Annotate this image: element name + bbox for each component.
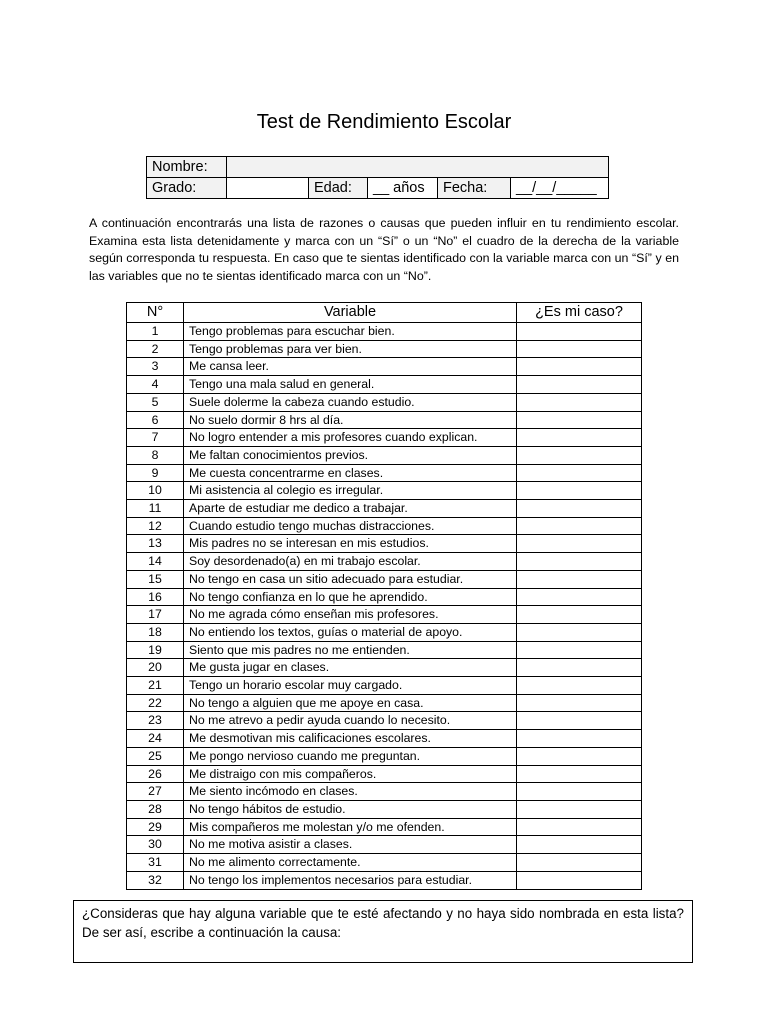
- row-number: 31: [127, 854, 184, 872]
- table-row: [127, 641, 642, 659]
- table-row: [127, 323, 642, 341]
- row-number: 19: [127, 641, 184, 659]
- answer-cell[interactable]: [517, 800, 642, 818]
- row-variable: Me siento incómodo en clases.: [184, 783, 517, 801]
- table-row: [127, 836, 642, 854]
- table-row: [127, 358, 642, 376]
- row-number: 13: [127, 535, 184, 553]
- row-number: 9: [127, 464, 184, 482]
- row-variable: Tengo problemas para ver bien.: [184, 340, 517, 358]
- table-row: [127, 871, 642, 889]
- answer-cell[interactable]: [517, 783, 642, 801]
- answer-cell[interactable]: [517, 871, 642, 889]
- answer-cell[interactable]: [517, 747, 642, 765]
- row-number: 24: [127, 730, 184, 748]
- table-row: [127, 606, 642, 624]
- answer-cell[interactable]: [517, 464, 642, 482]
- answer-cell[interactable]: [517, 393, 642, 411]
- answer-cell[interactable]: [517, 570, 642, 588]
- row-variable: No suelo dormir 8 hrs al día.: [184, 411, 517, 429]
- row-number: 7: [127, 429, 184, 447]
- row-variable: Me cansa leer.: [184, 358, 517, 376]
- nombre-field[interactable]: [227, 157, 609, 178]
- row-variable: Tengo un horario escolar muy cargado.: [184, 677, 517, 695]
- answer-cell[interactable]: [517, 623, 642, 641]
- header-variable: Variable: [184, 303, 517, 323]
- row-number: 18: [127, 623, 184, 641]
- edad-label: Edad:: [309, 178, 368, 199]
- row-variable: Mis padres no se interesan en mis estudios.: [184, 535, 517, 553]
- header-es-mi-caso: ¿Es mi caso?: [517, 303, 642, 323]
- answer-cell[interactable]: [517, 641, 642, 659]
- row-variable: No me agrada cómo enseñan mis profesores.: [184, 606, 517, 624]
- row-number: 21: [127, 677, 184, 695]
- row-variable: Me gusta jugar en clases.: [184, 659, 517, 677]
- answer-cell[interactable]: [517, 606, 642, 624]
- answer-cell[interactable]: [517, 818, 642, 836]
- row-number: 30: [127, 836, 184, 854]
- row-variable: Mi asistencia al colegio es irregular.: [184, 482, 517, 500]
- table-row: [127, 854, 642, 872]
- row-variable: No tengo confianza en lo que he aprendido.: [184, 588, 517, 606]
- answer-cell[interactable]: [517, 535, 642, 553]
- row-variable: Me pongo nervioso cuando me preguntan.: [184, 747, 517, 765]
- row-variable: Me distraigo con mis compañeros.: [184, 765, 517, 783]
- answer-cell[interactable]: [517, 323, 642, 341]
- answer-cell[interactable]: [517, 765, 642, 783]
- row-variable: No tengo hábitos de estudio.: [184, 800, 517, 818]
- table-row: [127, 783, 642, 801]
- table-row: [127, 393, 642, 411]
- table-row: [127, 464, 642, 482]
- row-variable: Suele dolerme la cabeza cuando estudio.: [184, 393, 517, 411]
- row-number: 3: [127, 358, 184, 376]
- row-number: 2: [127, 340, 184, 358]
- answer-cell[interactable]: [517, 588, 642, 606]
- answer-cell[interactable]: [517, 836, 642, 854]
- student-info-table: [146, 156, 609, 199]
- fecha-field[interactable]: __/__/_____: [511, 178, 609, 199]
- row-number: 32: [127, 871, 184, 889]
- table-row: [127, 712, 642, 730]
- row-variable: No entiendo los textos, guías o material de apoyo.: [184, 623, 517, 641]
- grado-field[interactable]: [227, 178, 309, 199]
- nombre-label: Nombre:: [147, 157, 227, 178]
- answer-cell[interactable]: [517, 482, 642, 500]
- row-number: 25: [127, 747, 184, 765]
- row-number: 17: [127, 606, 184, 624]
- additional-cause-box[interactable]: [73, 900, 693, 963]
- table-row: [127, 340, 642, 358]
- fecha-label: Fecha:: [438, 178, 511, 199]
- row-number: 26: [127, 765, 184, 783]
- row-number: 10: [127, 482, 184, 500]
- table-row: [127, 730, 642, 748]
- answer-cell[interactable]: [517, 694, 642, 712]
- answer-cell[interactable]: [517, 500, 642, 518]
- row-number: 23: [127, 712, 184, 730]
- answer-cell[interactable]: [517, 553, 642, 571]
- answer-cell[interactable]: [517, 340, 642, 358]
- row-number: 11: [127, 500, 184, 518]
- table-row: [127, 376, 642, 394]
- row-number: 28: [127, 800, 184, 818]
- answer-cell[interactable]: [517, 517, 642, 535]
- row-variable: Siento que mis padres no me entienden.: [184, 641, 517, 659]
- answer-cell[interactable]: [517, 677, 642, 695]
- row-variable: Tengo problemas para escuchar bien.: [184, 323, 517, 341]
- table-row: [127, 500, 642, 518]
- table-row: [127, 800, 642, 818]
- row-number: 1: [127, 323, 184, 341]
- row-variable: Aparte de estudiar me dedico a trabajar.: [184, 500, 517, 518]
- row-number: 5: [127, 393, 184, 411]
- row-variable: No tengo los implementos necesarios para estudiar.: [184, 871, 517, 889]
- row-variable: No tengo a alguien que me apoye en casa.: [184, 694, 517, 712]
- answer-cell[interactable]: [517, 358, 642, 376]
- table-row: [127, 623, 642, 641]
- row-number: 20: [127, 659, 184, 677]
- table-row: [127, 765, 642, 783]
- answer-cell[interactable]: [517, 429, 642, 447]
- edad-field[interactable]: __ años: [368, 178, 438, 199]
- table-row: [127, 411, 642, 429]
- row-number: 14: [127, 553, 184, 571]
- answer-cell[interactable]: [517, 854, 642, 872]
- row-number: 22: [127, 694, 184, 712]
- answer-cell[interactable]: [517, 659, 642, 677]
- answer-cell[interactable]: [517, 730, 642, 748]
- row-variable: No tengo en casa un sitio adecuado para estudiar.: [184, 570, 517, 588]
- row-number: 6: [127, 411, 184, 429]
- header-number: N°: [127, 303, 184, 323]
- table-row: [127, 677, 642, 695]
- table-row: [127, 747, 642, 765]
- table-row: [127, 517, 642, 535]
- row-variable: No me atrevo a pedir ayuda cuando lo necesito.: [184, 712, 517, 730]
- row-variable: Cuando estudio tengo muchas distracciones.: [184, 517, 517, 535]
- table-row: [127, 818, 642, 836]
- row-variable: No logro entender a mis profesores cuando explican.: [184, 429, 517, 447]
- row-number: 16: [127, 588, 184, 606]
- table-row: [127, 570, 642, 588]
- additional-cause-question: ¿Consideras que hay alguna variable que te esté afectando y no haya sido nombrada en esta lista? De ser así, escribe a continuación la causa:: [82, 906, 684, 940]
- table-header-row: [127, 303, 642, 323]
- instructions-paragraph: A continuación encontrarás una lista de razones o causas que pueden influir en tu rendimiento escolar. Examina esta lista detenidamente y marca con un “Sí” o un “No” el cuadro de la derecha de la variable según corresponda tu respuesta. En caso que te sientas identificado con la variable marca con un “Sí” y en las variables que no te sientas identificado marca con un “No”.: [89, 216, 679, 283]
- table-row: [127, 482, 642, 500]
- variables-table: [126, 302, 642, 890]
- row-number: 12: [127, 517, 184, 535]
- row-variable: No me motiva asistir a clases.: [184, 836, 517, 854]
- answer-cell[interactable]: [517, 376, 642, 394]
- page-title: Test de Rendimiento Escolar: [256, 111, 512, 133]
- row-variable: Me cuesta concentrarme en clases.: [184, 464, 517, 482]
- table-row: [127, 659, 642, 677]
- row-variable: Tengo una mala salud en general.: [184, 376, 517, 394]
- row-variable: Me desmotivan mis calificaciones escolares.: [184, 730, 517, 748]
- answer-cell[interactable]: [517, 712, 642, 730]
- row-variable: Mis compañeros me molestan y/o me ofenden.: [184, 818, 517, 836]
- table-row: [127, 694, 642, 712]
- row-number: 29: [127, 818, 184, 836]
- answer-cell[interactable]: [517, 411, 642, 429]
- row-variable: No me alimento correctamente.: [184, 854, 517, 872]
- grado-label: Grado:: [147, 178, 227, 199]
- row-number: 27: [127, 783, 184, 801]
- table-row: [127, 429, 642, 447]
- table-row: [127, 553, 642, 571]
- answer-cell[interactable]: [517, 446, 642, 464]
- row-number: 4: [127, 376, 184, 394]
- row-number: 8: [127, 446, 184, 464]
- table-row: [127, 588, 642, 606]
- row-number: 15: [127, 570, 184, 588]
- table-row: [127, 446, 642, 464]
- table-row: [127, 535, 642, 553]
- row-variable: Me faltan conocimientos previos.: [184, 446, 517, 464]
- row-variable: Soy desordenado(a) en mi trabajo escolar.: [184, 553, 517, 571]
